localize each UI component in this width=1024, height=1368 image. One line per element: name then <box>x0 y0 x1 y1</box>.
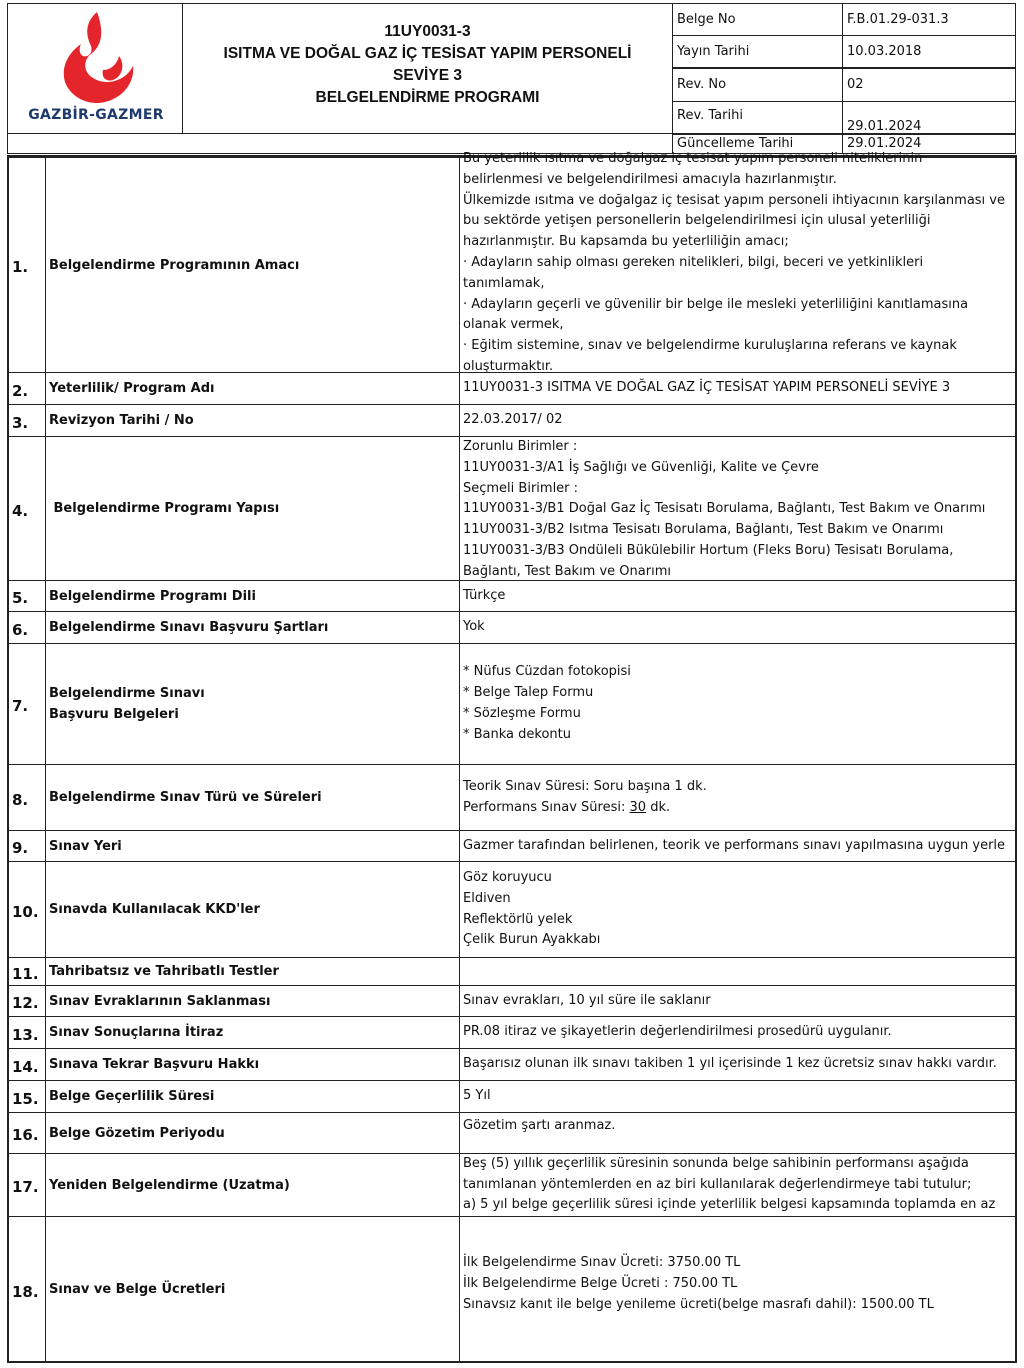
row-label-line: Yeterlilik/ Program Adı <box>49 381 215 396</box>
row-value <box>460 1017 1015 1048</box>
value-line: * Belge Talep Formu <box>463 685 594 701</box>
row-label <box>46 1017 460 1048</box>
table-row <box>9 958 1015 986</box>
row-value <box>460 831 1015 861</box>
value-line: 22.03.2017/ 02 <box>463 412 563 428</box>
theory-duration-label: Teorik Sınav Süresi: <box>463 778 590 794</box>
value-line: * Sözleşme Formu <box>463 706 581 721</box>
row-number: 6. <box>9 612 46 643</box>
row-label-line: Belgelendirme Sınav Türü ve Süreleri <box>49 790 322 805</box>
table-row <box>9 437 1015 581</box>
value-line: 11UY0031-3/B3 Ondüleli Bükülebilir Hortum (Fleks Boru) Tesisatı Borulama, <box>463 542 954 558</box>
row-label-line: Belgelendirme Programının Amacı <box>49 257 300 273</box>
value-line: Gazmer tarafından belirlenen, teorik ve performans sınavı yapılmasına uygun yerle <box>463 837 1006 853</box>
meta-value: 02 <box>847 77 864 92</box>
title-code: 11UY0031-3 <box>384 22 471 40</box>
row-label-line: Tahribatsız ve Tahribatlı Testler <box>49 964 279 979</box>
value-line: 11UY0031-3/B2 Isıtma Tesisatı Borulama, Bağlantı, Test Bakım ve Onarımı <box>463 522 944 538</box>
table-row <box>9 765 1015 831</box>
meta-value: 29.01.2024 <box>847 118 922 134</box>
row-label <box>46 437 460 580</box>
row-value <box>460 1049 1015 1080</box>
row-number: 3. <box>9 405 46 436</box>
value-line: Başarısız olunan ilk sınavı takiben 1 yıl içerisinde 1 kez ücretsiz sınav hakkı vardır. <box>463 1056 997 1072</box>
row-label <box>46 405 460 436</box>
row-label-line: Belgelendirme Sınavı <box>49 686 205 701</box>
table-row <box>9 986 1015 1017</box>
row-label <box>46 862 460 957</box>
value-line: Eldiven <box>463 890 511 906</box>
row-label <box>46 1217 460 1362</box>
row-value <box>460 581 1015 611</box>
table-row <box>9 1017 1015 1049</box>
row-value <box>460 405 1015 436</box>
row-number: 13. <box>9 1017 46 1048</box>
row-number: 1. <box>9 158 46 372</box>
title-program: BELGELENDİRME PROGRAMI <box>315 88 540 106</box>
meta-value: 10.03.2018 <box>847 44 922 59</box>
document-title <box>182 3 673 134</box>
value-line: Sınavsız kanıt ile belge yenileme ücreti(belge masrafı dahil): 1500.00 TL <box>463 1296 934 1312</box>
row-label-line: Sınav Evraklarının Saklanması <box>49 993 271 1009</box>
value-line: olanak vermek, <box>463 317 564 333</box>
table-row <box>9 1154 1015 1217</box>
value-line: Göz koruyucu <box>463 869 552 885</box>
row-number: 9. <box>9 831 46 861</box>
row-label <box>46 831 460 861</box>
meta-row-rev-no <box>672 67 1016 102</box>
row-number: 18. <box>9 1217 46 1362</box>
row-label-line: Belgelendirme Programı Yapısı <box>49 501 280 516</box>
row-number: 10. <box>9 862 46 957</box>
table-row <box>9 1049 1015 1081</box>
value-line: Zorunlu Birimler : <box>463 439 578 454</box>
value-line: İlk Belgelendirme Sınav Ücreti: 3750.00 TL <box>463 1255 741 1271</box>
row-label-line: Sınava Tekrar Başvuru Hakkı <box>49 1057 260 1072</box>
row-number: 2. <box>9 373 46 404</box>
value-line: hazırlanmıştır. Bu kapsamda bu yeterliliğin amacı; <box>463 234 789 250</box>
row-number: 12. <box>9 986 46 1016</box>
row-label-line: Belge Geçerlilik Süresi <box>49 1089 215 1104</box>
performance-duration-minutes: 30 <box>629 799 647 815</box>
row-label-line: Sınav Sonuçlarına İtiraz <box>49 1025 224 1040</box>
meta-label: Belge No <box>673 4 843 35</box>
meta-label: Rev. No <box>673 68 843 101</box>
row-label-line: Başvuru Belgeleri <box>49 707 179 722</box>
document-header <box>7 3 1016 154</box>
table-row <box>9 405 1015 437</box>
value-line: · Adayların sahip olması gereken nitelikleri, bilgi, beceri ve yetkinlikleri <box>463 254 924 270</box>
table-row <box>9 1113 1015 1154</box>
meta-value: 29.01.2024 <box>847 136 922 151</box>
row-value <box>460 644 1015 764</box>
row-label <box>46 958 460 985</box>
table-row <box>9 612 1015 644</box>
row-label-line: Revizyon Tarihi / No <box>49 413 194 428</box>
performance-duration <box>463 798 1015 819</box>
row-value <box>460 1217 1015 1362</box>
meta-row-rev-tarihi <box>672 101 1016 135</box>
meta-row-belge-no <box>672 3 1016 36</box>
row-value <box>460 958 1015 985</box>
value-line: 11UY0031-3/A1 İş Sağlığı ve Güvenliği, Kalite ve Çevre <box>463 459 819 475</box>
value-line: 5 Yıl <box>463 1088 491 1104</box>
row-number: 7. <box>9 644 46 764</box>
value-line: Bağlantı, Test Bakım ve Onarımı <box>463 563 671 579</box>
table-row <box>9 831 1015 862</box>
table-row <box>9 151 1015 373</box>
value-line: Beş (5) yıllık geçerlilik süresinin sonunda belge sahibinin performansı aşağıda <box>463 1155 969 1171</box>
meta-label: Rev. Tarihi <box>673 102 843 134</box>
row-number: 16. <box>9 1113 46 1153</box>
row-label-line: Belge Gözetim Periyodu <box>49 1125 225 1141</box>
performance-duration-unit: dk. <box>650 799 671 815</box>
table-row <box>9 1081 1015 1113</box>
value-line: Çelik Burun Ayakkabı <box>463 932 601 948</box>
row-value <box>460 986 1015 1016</box>
meta-label: Güncelleme Tarihi <box>673 134 843 153</box>
value-line: Bu yeterlilik ısıtma ve doğalgaz iç tesisat yapım personeli niteliklerinin <box>463 151 923 166</box>
value-line: · Adayların geçerli ve güvenilir bir belge ile mesleki yeterliliğini kanıtlamasına <box>463 296 969 312</box>
row-label-line: Sınav ve Belge Ücretleri <box>49 1282 226 1297</box>
value-line: a) 5 yıl belge geçerlilik süresi içinde yeterlilik belgesi kapsamında toplamda en az <box>463 1197 996 1213</box>
value-line: 11UY0031-3/B1 Doğal Gaz İç Tesisatı Borulama, Bağlantı, Test Bakım ve Onarımı <box>463 501 986 517</box>
row-number: 5. <box>9 581 46 611</box>
row-label-line: Sınavda Kullanılacak KKD'ler <box>49 902 260 917</box>
table-row <box>9 373 1015 405</box>
row-number: 8. <box>9 765 46 830</box>
table-row <box>9 644 1015 765</box>
row-label <box>46 1154 460 1216</box>
table-row <box>9 1217 1015 1362</box>
row-value <box>460 765 1015 830</box>
row-value <box>460 149 1015 372</box>
value-line: bu sektörde yetişen personellerin belgelendirilmesi için ulusal yeterliliği <box>463 213 931 229</box>
row-label <box>46 373 460 404</box>
value-line: İlk Belgelendirme Belge Ücreti : 750.00 TL <box>463 1276 738 1292</box>
row-value <box>460 1113 1015 1153</box>
row-value <box>460 612 1015 643</box>
value-line: Sınav evrakları, 10 yıl süre ile saklanır <box>463 992 711 1008</box>
meta-row-yayin-tarihi <box>672 35 1016 69</box>
value-line: Türkçe <box>463 587 506 603</box>
gazbir-flame-logo-icon <box>53 10 141 106</box>
value-line: tanımlanan yöntemlerden en az biri kullanılarak değerlendirmeye tabi tutulur; <box>463 1176 972 1192</box>
row-value <box>460 862 1015 957</box>
row-label <box>46 1049 460 1080</box>
row-number: 17. <box>9 1154 46 1216</box>
row-value <box>460 1081 1015 1112</box>
value-line: tanımlamak, <box>463 275 545 291</box>
logo-text: GAZBİR-GAZMER <box>28 107 164 123</box>
value-line: oluşturmaktır. <box>463 358 554 372</box>
row-label <box>46 158 460 372</box>
row-label <box>46 1081 460 1112</box>
meta-value: F.B.01.29-031.3 <box>847 12 949 27</box>
performance-duration-label: Performans Sınav Süresi: <box>463 799 626 815</box>
row-value <box>460 373 1015 404</box>
row-label <box>46 581 460 611</box>
title-name: ISITMA VE DOĞAL GAZ İÇ TESİSAT YAPIM PERSONELİ <box>223 44 632 62</box>
table-row <box>9 862 1015 958</box>
logo-cell <box>7 3 183 134</box>
row-label-line: Belgelendirme Sınavı Başvuru Şartları <box>49 620 329 635</box>
value-line: belirlenmesi ve belgelendirilmesi amacıyla hazırlanmıştır. <box>463 171 837 187</box>
value-line: * Nüfus Cüzdan fotokopisi <box>463 664 631 680</box>
row-label-line: Yeniden Belgelendirme (Uzatma) <box>49 1177 290 1193</box>
value-line: Seçmeli Birimler : <box>463 480 579 496</box>
value-line: * Banka dekontu <box>463 726 571 742</box>
row-label <box>46 644 460 764</box>
row-value <box>460 437 1015 580</box>
value-line: Reflektörlü yelek <box>463 911 573 927</box>
row-label <box>46 1113 460 1153</box>
value-line: Ülkemizde ısıtma ve doğalgaz iç tesisat yapım personeli ihtiyacının karşılanması ve <box>463 192 1005 208</box>
row-number: 11. <box>9 958 46 985</box>
row-value <box>460 1154 1015 1216</box>
program-table <box>7 151 1017 1363</box>
row-label <box>46 765 460 830</box>
row-number: 15. <box>9 1081 46 1112</box>
row-label-line: Sınav Yeri <box>49 838 122 854</box>
row-label <box>46 986 460 1016</box>
title-level: SEVİYE 3 <box>393 66 462 84</box>
theory-duration <box>463 777 1015 798</box>
table-row <box>9 581 1015 612</box>
value-line: Yok <box>463 619 485 635</box>
row-label-line: Belgelendirme Programı Dili <box>49 588 256 604</box>
value-line: · Eğitim sistemine, sınav ve belgelendirme kuruluşlarına referans ve kaynak <box>463 338 957 354</box>
value-line: PR.08 itiraz ve şikayetlerin değerlendirilmesi prosedürü uygulanır. <box>463 1024 892 1040</box>
row-number: 14. <box>9 1049 46 1080</box>
value-line: 11UY0031-3 ISITMA VE DOĞAL GAZ İÇ TESİSAT YAPIM PERSONELİ SEVİYE 3 <box>463 380 951 396</box>
row-number: 4. <box>9 437 46 580</box>
value-line: Gözetim şartı aranmaz. <box>463 1118 616 1133</box>
row-label <box>46 612 460 643</box>
theory-duration-value: Soru başına 1 dk. <box>593 778 707 794</box>
meta-label: Yayın Tarihi <box>673 36 843 68</box>
